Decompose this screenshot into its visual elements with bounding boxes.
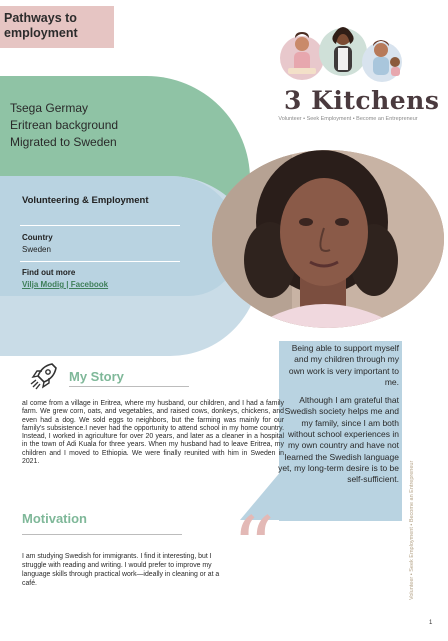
divider xyxy=(69,386,189,387)
person-migration: Migrated to Sweden xyxy=(10,135,117,149)
page-number: 1 xyxy=(429,620,433,626)
section-tag xyxy=(0,6,114,48)
volunteering-title: Volunteering & Employment xyxy=(22,195,149,206)
motivation-heading: Motivation xyxy=(22,511,87,526)
quote-text xyxy=(278,343,399,493)
story-text: aI come from a village in Eritrea, where my husband, our children, and I had a family farm. We grew corn, oats, and vegetables, and raised cows, donkeys, chickens, and even had a dog. We sold eggs to neighbors, but the farming was mainly for our family's subsistence.I never had the opportunity to attend school in my home country. Instead, I worked in agriculture for over 20 years, and later as a cleaner in a hospital in the town of Adi Kuala for three years. When my husband had to leave Eritrea, my children and I moved to Ethiopia. We were finally reunited with him in Sweden in 2021. xyxy=(22,400,284,466)
vertical-tagline: Volunteer • Seek Employment • Become an Entrepreneur xyxy=(409,460,415,600)
person-name: Tsega Germay xyxy=(10,101,89,115)
divider xyxy=(22,534,182,535)
facebook-link[interactable]: Vilja Modig | Facebook xyxy=(22,280,109,289)
portrait-photo xyxy=(212,150,444,328)
country-label: Country xyxy=(22,233,53,242)
divider xyxy=(20,225,180,226)
quote-paragraph-2: Although I am grateful that Swedish society helps me and my family, since I am both without school experiences in my own country and have not learned the Swedish language yet, my long-term desire is to be self-sufficient. xyxy=(278,395,399,485)
country-value: Sweden xyxy=(22,245,51,254)
person-info xyxy=(10,100,118,151)
tag-line-1: Pathways to xyxy=(4,11,77,25)
find-out-label: Find out more xyxy=(22,268,76,277)
logo-title: 3 Kitchens xyxy=(284,86,440,115)
tag-line-2: employment xyxy=(4,26,78,40)
quote-paragraph-1: Being able to support myself and my children through my own work is very important to me. xyxy=(288,343,399,387)
logo-tagline: Volunteer • Seek Employment • Become an Entrepreneur xyxy=(278,116,418,122)
person-background: Eritrean background xyxy=(10,118,119,132)
motivation-text: I am studying Swedish for immigrants. I find it interesting, but I struggle with reading and writing. I would prefer to improve my language skills through practical work—ideally in cleaning or at a café. xyxy=(22,553,220,587)
my-story-heading: My Story xyxy=(69,369,124,384)
divider xyxy=(20,261,180,262)
rocket-icon xyxy=(28,360,60,392)
quote-mark-icon: “ xyxy=(232,499,275,597)
